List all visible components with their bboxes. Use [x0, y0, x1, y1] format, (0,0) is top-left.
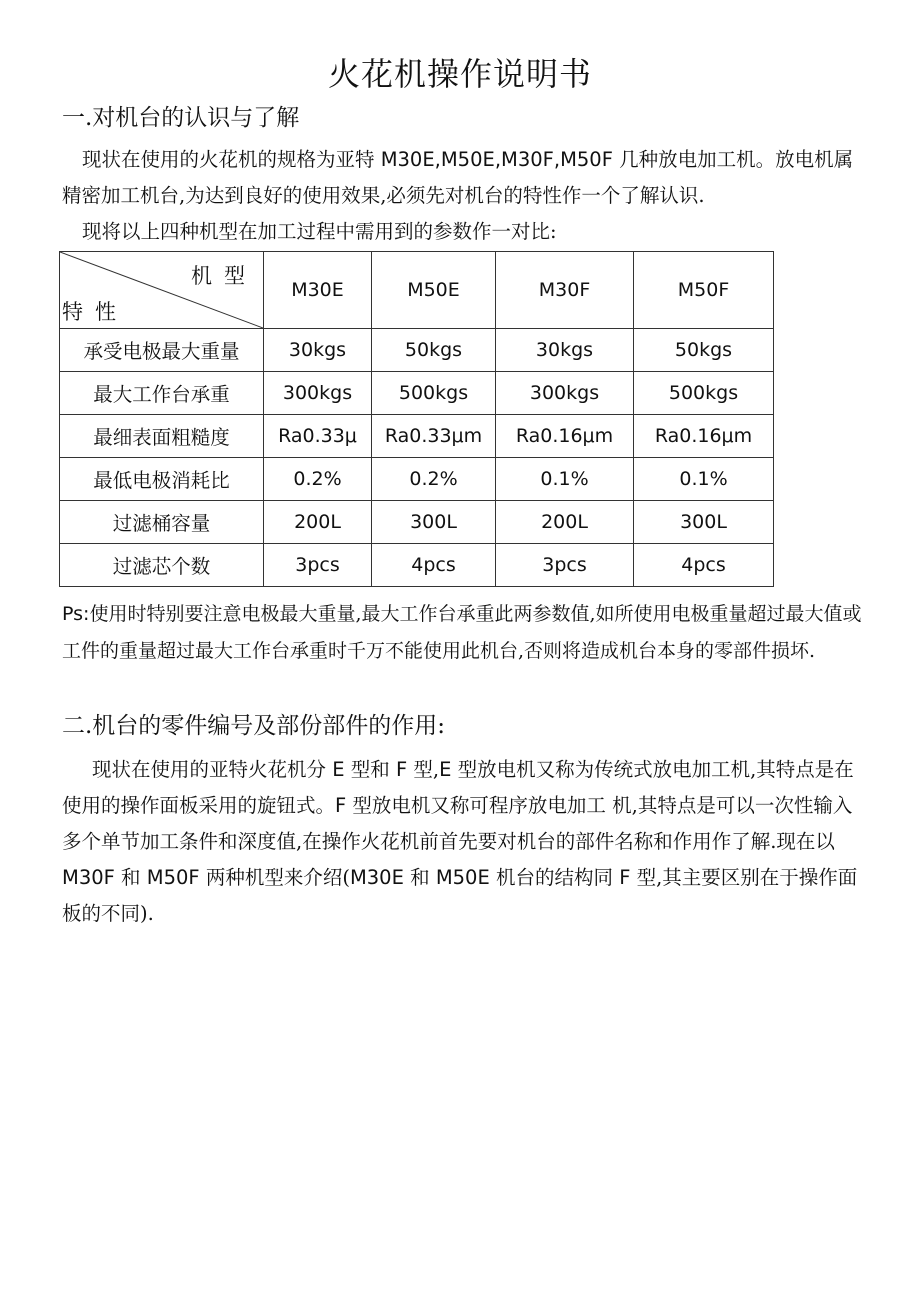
table-cell: 300L	[634, 501, 774, 544]
model-header: M50F	[634, 252, 774, 329]
section-2-heading: 二.机台的零件编号及部份部件的作用:	[62, 713, 446, 739]
table-cell: 200L	[264, 501, 372, 544]
s2-latin: M50F	[146, 866, 200, 889]
s2-latin: E	[332, 758, 345, 781]
section-1-intro	[62, 142, 862, 214]
row-label: 最大工作台承重	[60, 372, 264, 415]
s2-latin: M30E	[349, 866, 404, 889]
table-row	[60, 544, 774, 587]
s2-text: 和	[114, 866, 147, 889]
s2-text: 型和	[344, 758, 396, 781]
s2-text: 型,	[407, 758, 440, 781]
table-header-row	[60, 252, 774, 329]
table-row	[60, 372, 774, 415]
section-1-heading: 一.对机台的认识与了解	[62, 105, 300, 131]
model-header: M30F	[496, 252, 634, 329]
s2-text: 型放电机又称可程序放电加工 机,其特点是可以一次性输入多个单节加工条件和深度值,在操作火花机前首先要对机台的部件名称和作用作了解.现在以	[62, 794, 853, 853]
intro-text-b: 几种放电加工机。放电机属精密加工机台,为达到良好的使用效果,必须先对机台的特性作一个了解认识.	[62, 148, 854, 207]
s2-text: 机台的结构同	[489, 866, 620, 889]
model-header: M50E	[372, 252, 496, 329]
table-cell: Ra0.16μm	[634, 415, 774, 458]
intro-text-a: 现状在使用的火花机的规格为亚特	[82, 148, 381, 171]
table-cell: 300kgs	[264, 372, 372, 415]
row-label: 过滤桶容量	[60, 501, 264, 544]
table-row	[60, 329, 774, 372]
table-cell: 4pcs	[372, 544, 496, 587]
table-cell: 3pcs	[264, 544, 372, 587]
row-label: 最细表面粗糙度	[60, 415, 264, 458]
corner-top-label: 机型	[191, 264, 257, 288]
table-cell: 300L	[372, 501, 496, 544]
s2-latin: F	[335, 794, 347, 817]
ps-prefix: Ps:	[62, 603, 90, 625]
s2-text: 型,其主要区别在于操作面板的不同).	[62, 866, 858, 925]
table-cell: 4pcs	[634, 544, 774, 587]
s2-text: 现状在使用的亚特火花机分	[92, 758, 333, 781]
table-cell: 0.2%	[372, 458, 496, 501]
intro-models: M30E,M50E,M30F,M50F	[380, 148, 613, 171]
row-label: 最低电极消耗比	[60, 458, 264, 501]
table-cell: 300kgs	[496, 372, 634, 415]
s2-text: 两种机型来介绍(	[199, 866, 350, 889]
table-cell: 0.1%	[496, 458, 634, 501]
table-cell: 500kgs	[372, 372, 496, 415]
corner-bottom-label: 特性	[62, 300, 128, 324]
table-cell: 0.1%	[634, 458, 774, 501]
table-cell: 200L	[496, 501, 634, 544]
table-cell: 0.2%	[264, 458, 372, 501]
s2-latin: E	[439, 758, 452, 781]
table-cell: Ra0.16μm	[496, 415, 634, 458]
s2-text: 型放电机又称为传统式放电加工机,其特点是在使用的操作面板采用的旋钮式。	[62, 758, 854, 817]
row-label: 过滤芯个数	[60, 544, 264, 587]
s2-latin: M30F	[62, 866, 115, 889]
s2-text: 和	[403, 866, 436, 889]
table-cell: Ra0.33μ	[264, 415, 372, 458]
table-corner-cell	[60, 252, 264, 329]
table-cell: 50kgs	[634, 329, 774, 372]
table-cell: 3pcs	[496, 544, 634, 587]
s2-latin: M50E	[435, 866, 490, 889]
s2-latin: F	[395, 758, 408, 781]
row-label: 承受电极最大重量	[60, 329, 264, 372]
table-cell: 30kgs	[496, 329, 634, 372]
table-cell: Ra0.33μm	[372, 415, 496, 458]
table-row	[60, 501, 774, 544]
table-cell: 500kgs	[634, 372, 774, 415]
s2-latin: F	[619, 866, 631, 889]
ps-note	[62, 596, 862, 670]
document-title: 火花机操作说明书	[327, 55, 592, 93]
table-row	[60, 415, 774, 458]
table-row	[60, 458, 774, 501]
compare-line: 现将以上四种机型在加工过程中需用到的参数作一对比:	[82, 220, 557, 243]
model-header: M30E	[264, 252, 372, 329]
spec-table	[59, 251, 774, 587]
section-2-paragraph	[62, 752, 862, 932]
table-cell: 30kgs	[264, 329, 372, 372]
table-cell: 50kgs	[372, 329, 496, 372]
ps-text: 使用时特别要注意电极最大重量,最大工作台承重此两参数值,如所使用电极重量超过最大值或工件的重量超过最大工作台承重时千万不能使用此机台,否则将造成机台本身的零部件损坏.	[62, 603, 862, 662]
